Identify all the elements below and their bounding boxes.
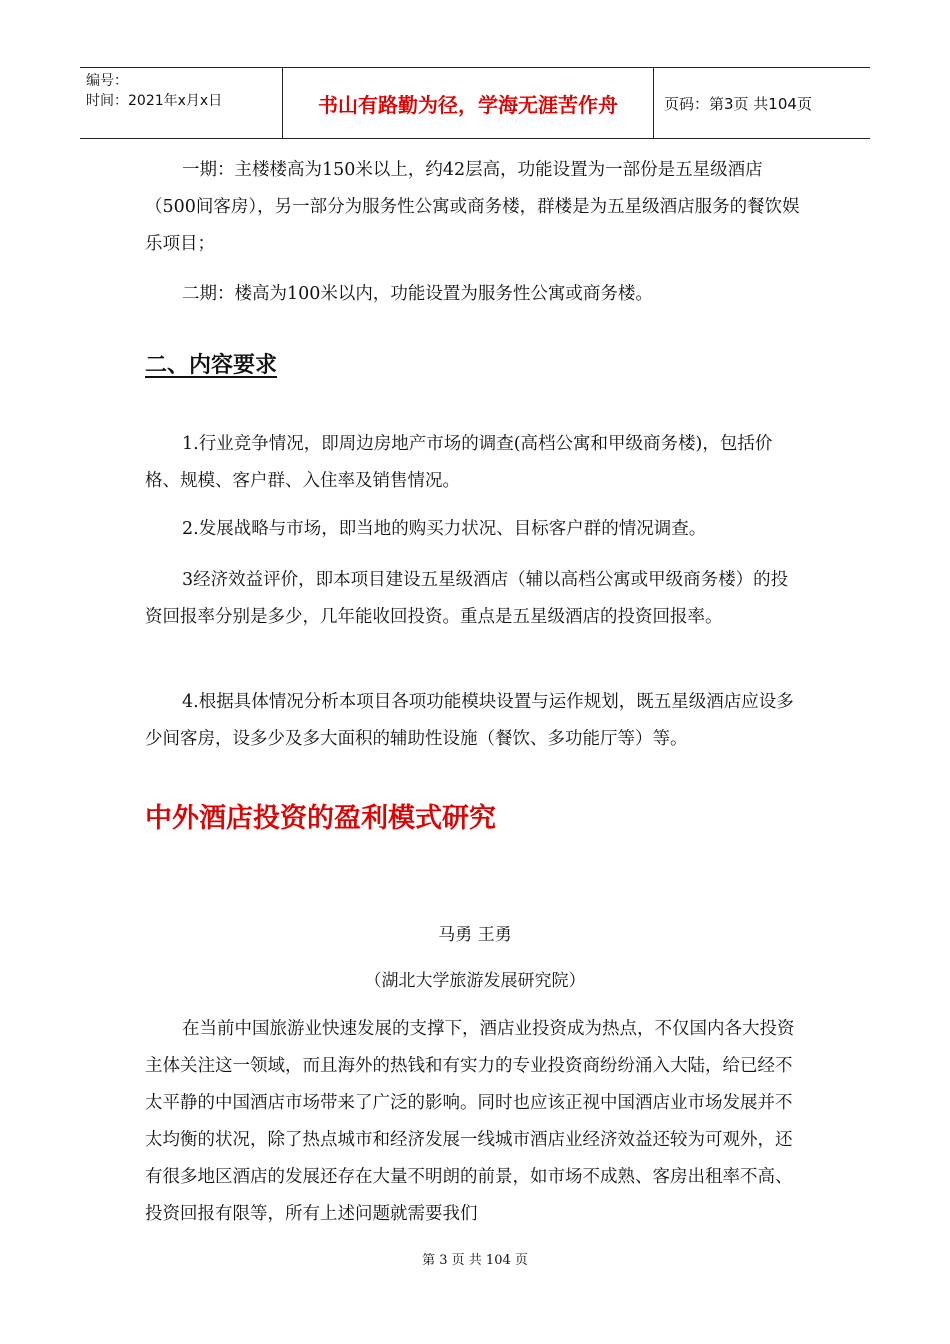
header-motto: 书山有路勤为径，学海无涯苦作舟 [283, 68, 654, 138]
page-footer: 第 3 页 共 104 页 [422, 1253, 528, 1268]
list-item: 2.发展战略与市场，即当地的购买力状况、目标客户群的情况调查。 [182, 519, 707, 539]
list-item: 1.行业竞争情况，即周边房地产市场的调查(高档公寓和甲级商务楼)，包括价格、规模、客户群、入住率及销售情况。 [145, 434, 773, 491]
article-affiliation: （湖北大学旅游发展研究院） [364, 971, 586, 991]
header-meta [80, 68, 283, 138]
header-page-info: 页码：第3页 共104页 [664, 94, 812, 113]
page-header [80, 67, 870, 139]
paragraph-phase-one: 一期：主楼楼高为150米以上，约42层高，功能设置为一部份是五星级酒店（500间客房），另一部分为服务性公寓或商务楼，群楼是为五星级酒店服务的餐饮娱乐项目； [145, 160, 800, 254]
list-item: 4.根据具体情况分析本项目各项功能模块设置与运作规划，既五星级酒店应设多少间客房，设多少及多大面积的辅助性设施（餐饮、多功能厅等）等。 [145, 692, 794, 749]
section-heading: 二、内容要求 [145, 352, 278, 378]
number-label: 编号： [86, 73, 128, 89]
list-item: 3经济效益评价，即本项目建设五星级酒店（辅以高档公寓或甲级商务楼）的投资回报率分别是多少，几年能收回投资。重点是五星级酒店的投资回报率。 [145, 570, 789, 627]
article-intro: 在当前中国旅游业快速发展的支撑下，酒店业投资成为热点，不仅国内各大投资主体关注这一领域，而且海外的热钱和有实力的专业投资商纷纷涌入大陆，给已经不太平静的中国酒店市场带来了广泛的影响。同时也应该正视中国酒店业市场发展并不太均衡的状况，除了热点城市和经济发展一线城市酒店业经济效益还较为可观外，还有很多地区酒店的发展还存在大量不明朗的前景，如市场不成熟、客房出租率不高、投资回报有限等，所有上述问题就需要我们 [145, 1019, 795, 1224]
article-title: 中外酒店投资的盈利模式研究 [145, 803, 496, 834]
article-authors: 马勇 王勇 [438, 925, 512, 945]
paragraph-phase-two: 二期：楼高为100米以内，功能设置为服务性公寓或商务楼。 [182, 284, 653, 304]
time-label: 时间：2021年x月x日 [86, 93, 223, 109]
